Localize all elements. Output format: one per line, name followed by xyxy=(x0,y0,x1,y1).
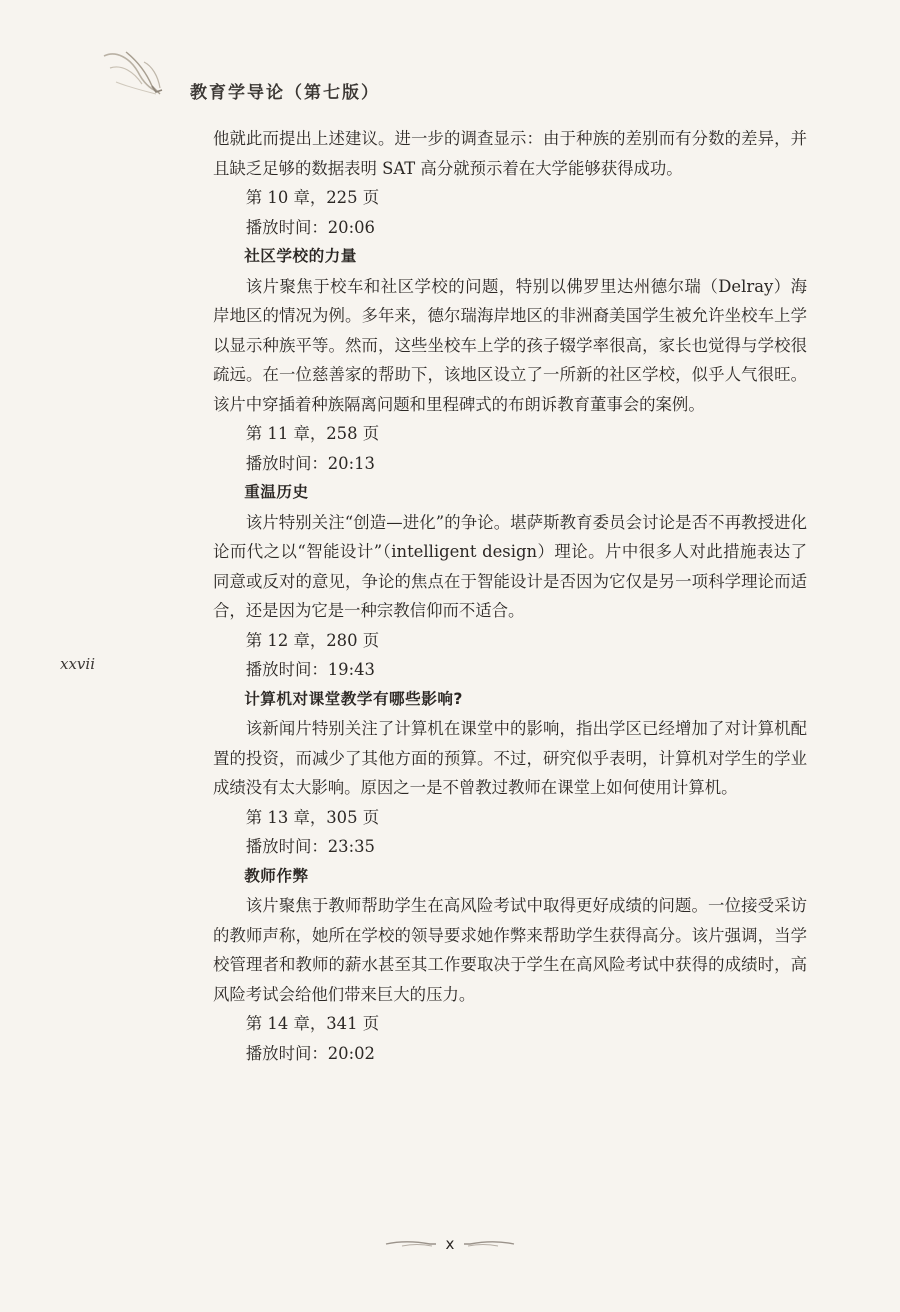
body-text xyxy=(213,124,807,1068)
paragraph: 该片聚焦于校车和社区学校的问题，特别以佛罗里达州德尔瑞（Delray）海岸地区的情况为例。多年来，德尔瑞海岸地区的非洲裔美国学生被允许坐校车上学以显示种族平等。然而，这些坐校车上学的孩子辍学率很高，家长也觉得与学校很疏远。在一位慈善家的帮助下，该地区设立了一所新的社区学校，似乎人气很旺。该片中穿插着种族隔离问题和里程碑式的布朗诉教育董事会的案例。 xyxy=(213,276,807,414)
section-title: 社区学校的力量 xyxy=(244,247,357,265)
chapter-reference: 第 14 章，341 页 xyxy=(245,1014,380,1033)
chapter-reference: 第 10 章，225 页 xyxy=(245,188,380,207)
margin-page-number: xxvii xyxy=(60,655,95,673)
play-time: 播放时间：23:35 xyxy=(245,837,375,856)
book-title: 教育学导论（第七版） xyxy=(190,83,380,103)
page-footer xyxy=(380,1232,520,1256)
paragraph: 该片特别关注“创造—进化”的争论。堪萨斯教育委员会讨论是否不再教授进化论而代之以“智能设计”（intelligent design）理论。片中很多人对此措施表达了同意或反对的意见，争论的焦点在于智能设计是否因为它仅是另一项科学理论而适合，还是因为它是一种宗教信仰而不适合。 xyxy=(213,512,807,620)
paragraph: 该新闻片特别关注了计算机在课堂中的影响，指出学区已经增加了对计算机配置的投资，而减少了其他方面的预算。不过，研究似乎表明，计算机对学生的学业成绩没有太大影响。原因之一是不曾教过教师在课堂上如何使用计算机。 xyxy=(213,719,807,797)
play-time: 播放时间：19:43 xyxy=(245,660,375,679)
section-title: 教师作弊 xyxy=(244,866,309,885)
paragraph: 他就此而提出上述建议。进一步的调查显示：由于种族的差别而有分数的差异，并且缺乏足够的数据表明 SAT 高分就预示着在大学能够获得成功。 xyxy=(213,129,807,178)
chapter-reference: 第 12 章，280 页 xyxy=(245,630,380,650)
play-time: 播放时间：20:06 xyxy=(245,217,375,237)
play-time: 播放时间：20:02 xyxy=(245,1043,375,1063)
section-title: 计算机对课堂教学有哪些影响? xyxy=(244,689,463,708)
section-title: 重温历史 xyxy=(244,483,309,501)
paragraph: 该片聚焦于教师帮助学生在高风险考试中取得更好成绩的问题。一位接受采访的教师声称，她所在学校的领导要求她作弊来帮助学生获得高分。该片强调，当学校管理者和教师的薪水甚至其工作要取决于学生在高风险考试中获得的成绩时，高风险考试会给他们带来巨大的压力。 xyxy=(213,896,807,1004)
running-header xyxy=(96,42,396,112)
page-number: x xyxy=(445,1235,455,1253)
leaf-ornament-icon xyxy=(96,42,186,102)
play-time: 播放时间：20:13 xyxy=(245,453,375,473)
chapter-reference: 第 13 章，305 页 xyxy=(245,807,380,827)
chapter-reference: 第 11 章，258 页 xyxy=(245,424,380,443)
